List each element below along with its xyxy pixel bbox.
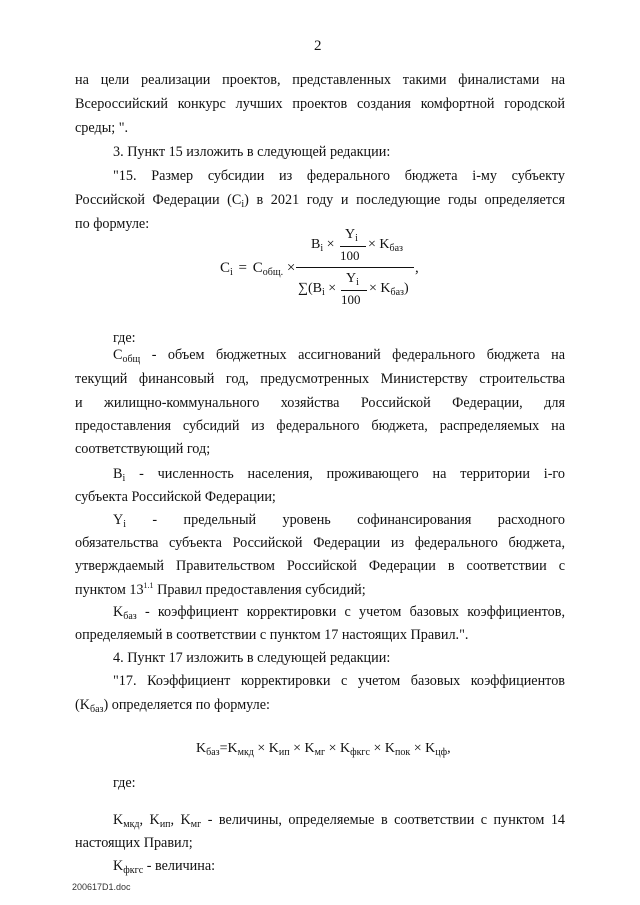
item-4-heading: 4. Пункт 17 изложить в следующей редакции: bbox=[113, 650, 391, 666]
def-k-values: $K_{мкд}$, $K_{ип}$, $K_{мг}$ - величины, определяемые в соответствии с пунктом 14 bbox=[113, 812, 566, 830]
formula-numerator: $B_i$ × bbox=[311, 237, 335, 254]
def-y-i-line-4: пунктом $13^{1.1}$ Правил предоставления субсидий; bbox=[75, 581, 366, 598]
formula-num-100: 100 bbox=[340, 248, 360, 263]
formula-num-k: × $K_{баз}$ bbox=[368, 237, 404, 254]
formula-k-base: $K_{баз}=K_{мкд} \times K_{ип} \times K_{мг} \times K_{фкгс} \times K_{пок} \times K_{цф}$, bbox=[196, 741, 451, 758]
text-line-2: Всероссийский конкурс лучших проектов создания комфортной городской bbox=[75, 96, 565, 112]
def-k-values-line-2: настоящих Правил; bbox=[75, 835, 193, 851]
def-c-total-line-3: и жилищно-коммунального хозяйства Российской Федерации, для bbox=[75, 395, 565, 411]
item-3-heading: 3. Пункт 15 изложить в следующей редакции: bbox=[113, 144, 391, 160]
formula-lhs: $C_i = C_{общ.}$ × bbox=[220, 260, 296, 278]
def-c-total-line-5: соответствующий год; bbox=[75, 441, 211, 457]
text-line-1: на цели реализации проектов, представленных такими финалистами на bbox=[75, 72, 565, 88]
def-b-i: $B_i$ - численность населения, проживающего на территории i-го bbox=[113, 466, 565, 484]
formula-comma: , bbox=[415, 260, 419, 276]
def-k-fkgs: $K_{фкгс}$ - величина: bbox=[113, 858, 216, 876]
inner-fraction-line-top bbox=[340, 246, 366, 247]
def-y-i-line-3: утверждаемый Правительством Российской Федерации в соответствии с bbox=[75, 558, 565, 574]
def-b-i-line-2: субъекта Российской Федерации; bbox=[75, 489, 276, 505]
text-line-3: среды; ". bbox=[75, 120, 129, 136]
item-17-line-1: "17. Коэффициент корректировки с учетом базовых коэффициентов bbox=[113, 673, 565, 689]
text-line-6: Российской Федерации $(C_i)$ в 2021 году и последующие годы определяется bbox=[75, 192, 566, 210]
def-y-i-line-2: обязательства субъекта Российской Федерации из федерального бюджета, bbox=[75, 535, 565, 551]
def-y-i: $Y_i$ - предельный уровень софинансирования расходного bbox=[113, 512, 565, 530]
def-k-base: $K_{баз}$ - коэффициент корректировки с учетом базовых коэффициентов, bbox=[113, 604, 565, 622]
formula-num-y: $Y_i$ bbox=[345, 227, 358, 244]
formula-subsidy bbox=[0, 0, 640, 330]
item-17-line-2: $(K_{баз})$ определяется по формуле: bbox=[75, 697, 270, 715]
def-c-total-line-2: текущий финансовый год, предусмотренных Министерству строительства bbox=[75, 371, 565, 387]
def-c-total: $C_{общ}$ - объем бюджетных ассигнований федерального бюджета на bbox=[113, 347, 565, 365]
def-k-base-line-2: определяемый в соответствии с пунктом 17 настоящих Правил.". bbox=[75, 627, 469, 643]
where-label-2: где: bbox=[113, 775, 136, 791]
formula-den-y: $Y_i$ bbox=[346, 271, 359, 288]
formula-denominator: $\sum(B_i$ × bbox=[298, 281, 337, 298]
page-number: 2 bbox=[314, 38, 322, 54]
text-line-5: "15. Размер субсидии из федерального бюджета i-му субъекту bbox=[113, 168, 565, 184]
formula-den-100: 100 bbox=[341, 292, 361, 307]
text-line-7: по формуле: bbox=[75, 216, 150, 232]
def-c-total-line-4: предоставления субсидий из федерального бюджета, распределяемых на bbox=[75, 418, 565, 434]
footer-filename: 200617D1.doc bbox=[72, 882, 131, 892]
inner-fraction-line-bottom bbox=[341, 290, 367, 291]
main-fraction-line bbox=[296, 267, 414, 268]
where-label-1: где: bbox=[113, 330, 136, 346]
formula-den-k: × $K_{баз}$) bbox=[369, 281, 409, 298]
